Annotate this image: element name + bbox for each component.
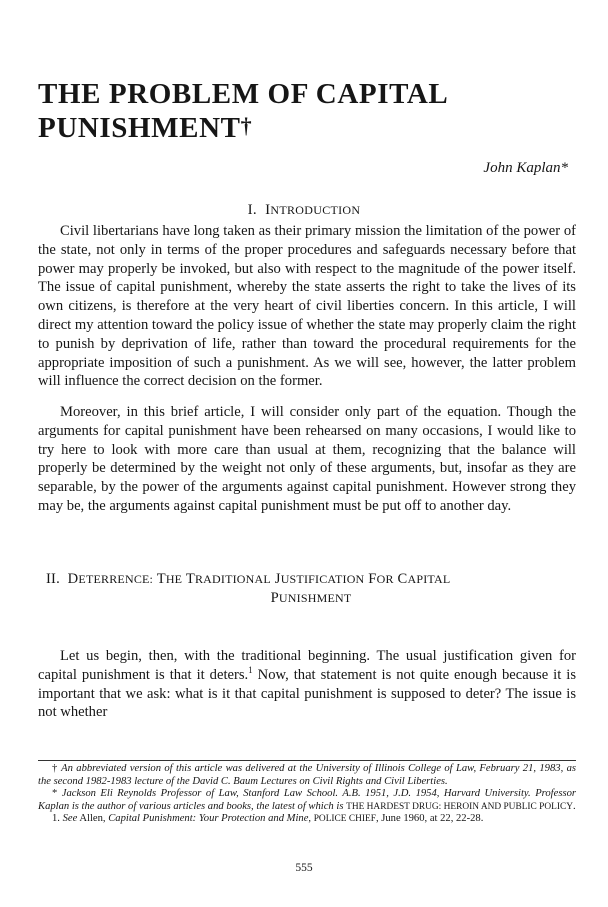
footnote-dagger-text: An abbreviated version of this article was delivered at the University of Illinois College of Law, February 21, 1983, as the second 1982-1983 lecture of the David C. Baum Lectures on Civil Rights and Civil Liberties. [38,763,576,787]
h2-cap-t2: T [185,571,195,587]
h2-sc-the: HE [165,572,183,586]
h2-cap-d: D [67,571,79,587]
section-1-heading [0,202,608,219]
section-1-smallcaps: NTRODUCTION [270,203,361,217]
paragraph-2-text: Moreover, in this brief article, I will consider only part of the equation. Though the arguments for capital punishment have been rehearsed on many occasions, I would like to try here to look with more care than usual at them, recognizing that the balance will properly be determined by the weight not only of these arguments, but, insofar as they are separable, by the power of the arguments against capital punishment. However strong they may be, the arguments against capital punishment must be put off to another day. [38,404,576,514]
section-2-numeral: II. [46,571,60,587]
paragraph-1 [38,222,576,391]
footnote-star [38,788,576,813]
footnotes [38,763,576,826]
footnote-1 [38,813,576,826]
footnote-1-mark: 1. [52,813,60,825]
title-line-1: THE PROBLEM OF CAPITAL [38,78,449,110]
paragraph-1-text: Civil libertarians have long taken as their primary mission the limitation of the power of the state, not only in terms of the proper procedures and safeguards necessary before that power may properly be invoked, but also with respect to the magnitude of the power itself. The issue of capital punishment, whereby the state asserts the right to take the lives of its own citizens, is therefore at the very heart of civil liberties concern. In this article, I will direct my attention toward the policy issue of whether the state may properly claim the right to punish by deprivation of life, rather than toward the procedural requirements for the appropriate imposition of such a punishment. As we will see, however, the latter problem will influence the correct decision on the former. [38,223,576,390]
article-title [38,78,578,144]
footnote-dagger-mark: † [52,763,58,774]
footnote-1-signal: See [62,813,78,825]
section-1-numeral: I. [247,202,257,218]
section-2-heading-line-2 [46,589,576,608]
h2-sc-capital: APITAL [407,572,451,586]
footnote-divider [38,760,576,761]
author-footnote-mark: * [560,160,568,176]
footnote-star-mark: * [52,788,58,800]
footnote-1-cite: , June 1960, at 22, 22-28. [375,813,484,825]
author-byline [483,160,568,177]
page-number: 555 [295,862,313,874]
h2-cap-p: P [270,589,279,606]
h2-sc-justification: USTIFICATION [280,572,365,586]
footnote-star-book: THE HARDEST DRUG: HEROIN AND PUBLIC POLICY [346,801,574,812]
section-2-heading [46,570,576,608]
h2-sc-punishment: UNISHMENT [278,590,352,605]
title-dagger-mark: † [240,113,253,138]
paragraph-3-part-1: Let us begin, then, with the traditional beginning. The usual justification given for capital punishment is that it deters. [38,648,576,683]
footnote-1-journal: POLICE CHIEF [313,814,376,825]
footnote-star-end: . [573,800,576,812]
author-name: John Kaplan [483,160,561,176]
h2-sc-traditional: RADITIONAL [194,572,271,586]
h2-cap-j: J [274,571,281,587]
footnote-1-comma: , [308,813,314,825]
h2-sc-deterrence: ETERRENCE: [78,572,154,586]
paragraph-3-part-2: Now, that statement is not quite enough because it is important that we ask: what is it that capital punishment is supposed to deter? The issue is not whether [38,666,576,721]
footnote-dagger [38,763,576,788]
h2-cap-c: C [397,571,408,587]
footnote-1-author: Allen, [77,813,109,825]
h2-sc-for: OR [376,572,394,586]
title-line-2: PUNISHMENT [38,112,241,144]
footnote-1-title: Capital Punishment: Your Protection and Mine [108,813,309,825]
paragraph-3 [38,647,576,722]
footnote-star-text: Jackson Eli Reynolds Professor of Law, Stanford Law School. A.B. 1951, J.D. 1954, Harvard University. Professor Kaplan is the author of various articles and books, the latest of which is [38,788,576,812]
paragraph-2 [38,403,576,516]
footnote-ref-1[interactable]: 1 [248,664,253,675]
section-1-initial: I [265,202,271,218]
paragraph-3-text [38,647,576,722]
h2-cap-f: F [368,571,377,587]
h2-cap-t: T [156,571,166,587]
